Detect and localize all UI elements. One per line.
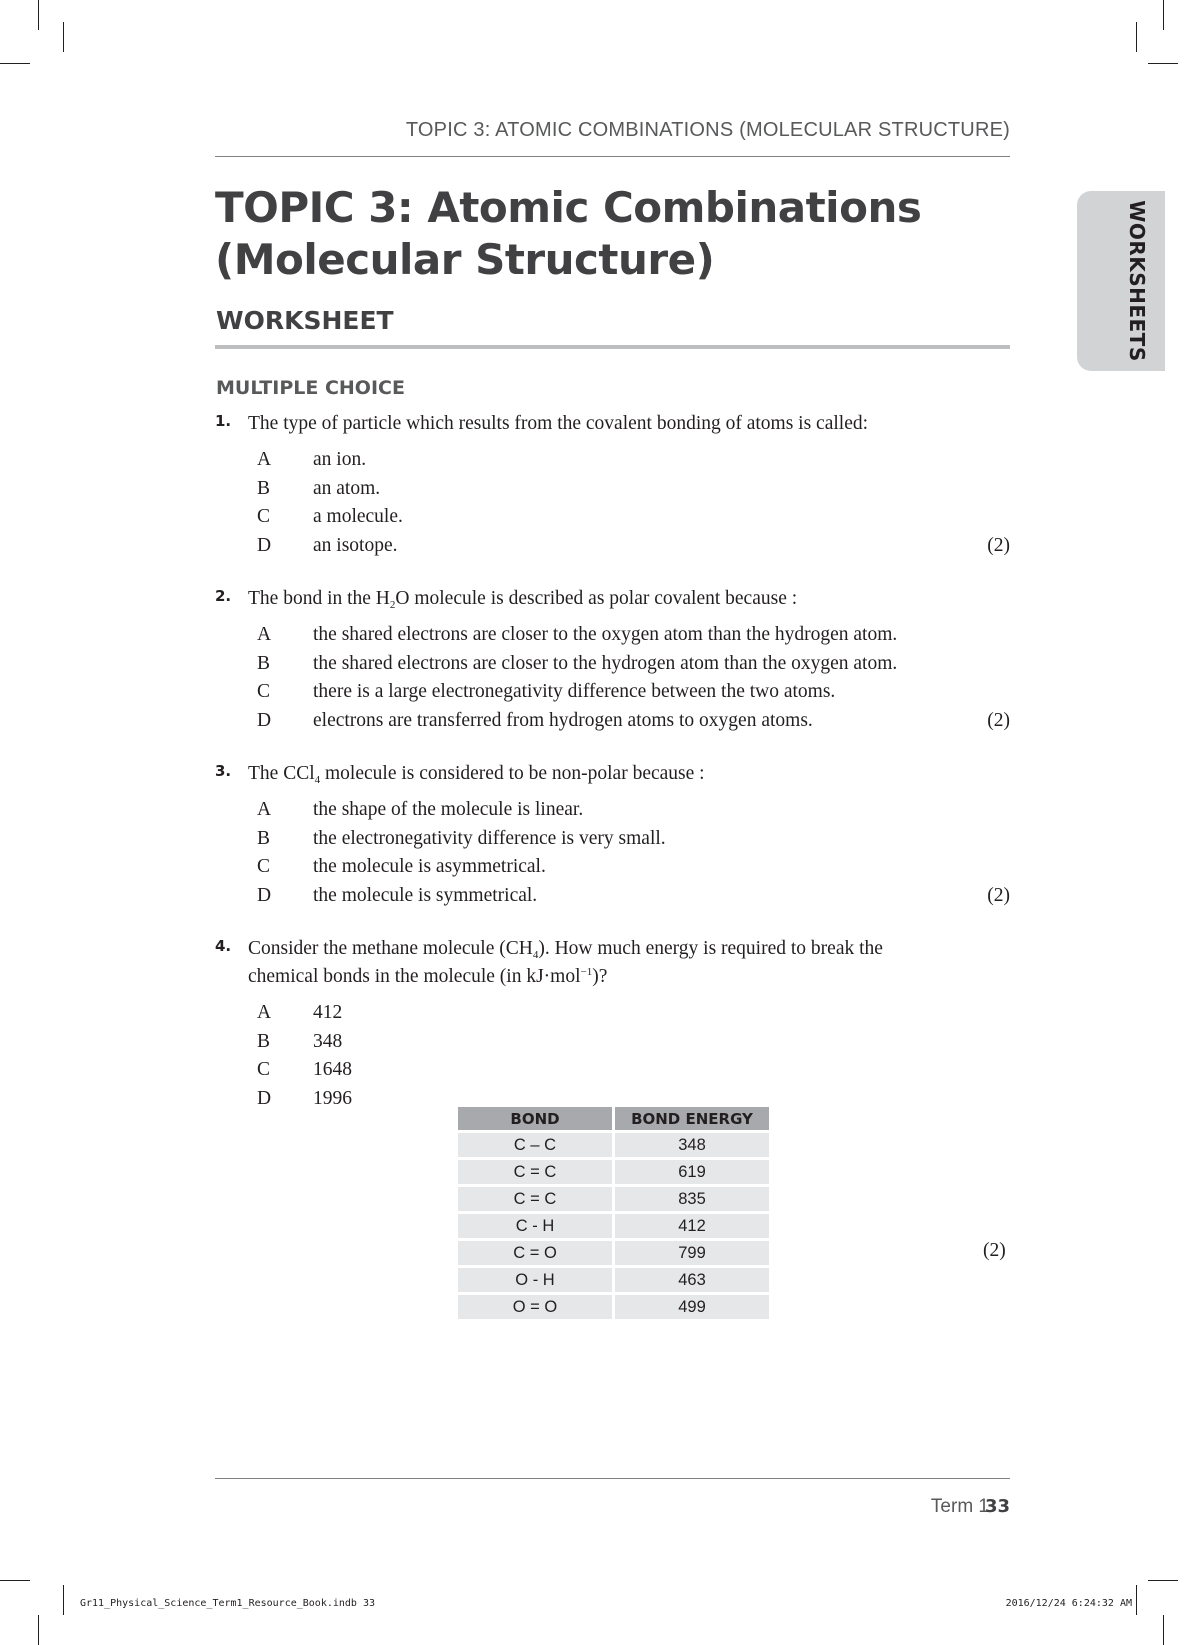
option-a (215, 621, 1010, 650)
energy-cell: 463 (615, 1268, 769, 1292)
option-letter: A (257, 799, 272, 820)
question-text: The type of particle which results from the covalent bonding of atoms is called: (248, 413, 869, 434)
option-list (215, 621, 1010, 736)
page-number: 33 (984, 1496, 1010, 1517)
question-text-part: ). How much energy is required to break the (538, 938, 883, 959)
question-marks: (2) (987, 710, 1010, 732)
slug-filename: Gr11_Physical_Science_Term1_Resource_Book.indb 33 (80, 1598, 376, 1609)
option-b (215, 1028, 1010, 1057)
option-b (215, 650, 1010, 679)
table-row (458, 1133, 769, 1157)
question-text-part: Consider the methane molecule (CH (248, 938, 533, 959)
bond-cell: C - H (458, 1214, 612, 1238)
energy-cell: 835 (615, 1187, 769, 1211)
option-letter: B (257, 652, 271, 674)
table-row (458, 1187, 769, 1211)
subscript: 2 (389, 599, 396, 611)
option-d (215, 707, 1010, 736)
question-3 (215, 760, 1010, 911)
option-b (215, 825, 1010, 854)
option-letter: A (257, 624, 272, 645)
question-2 (215, 585, 1010, 736)
energy-cell: 412 (615, 1214, 769, 1238)
option-text: 348 (313, 1030, 343, 1052)
column-header: BOND ENERGY (615, 1107, 769, 1130)
subscript: 4 (532, 949, 539, 961)
crop-mark (63, 1585, 64, 1615)
footer-term: Term 1 (930, 1496, 989, 1517)
crop-mark (1148, 1580, 1178, 1581)
table-row (458, 1241, 769, 1265)
table-row (458, 1214, 769, 1238)
crop-mark (1163, 1615, 1164, 1645)
option-letter: B (257, 827, 271, 849)
page-title (215, 182, 1015, 286)
option-list (215, 999, 1010, 1114)
column-header: BOND (458, 1107, 612, 1130)
bond-cell: C = C (458, 1187, 612, 1211)
option-text: electrons are transferred from hydrogen atoms to oxygen atoms. (313, 710, 813, 732)
crop-mark (38, 0, 39, 30)
question-text (248, 760, 1010, 788)
option-c (215, 1056, 1010, 1085)
option-c (215, 853, 1010, 882)
question-text-part: The bond in the H (248, 588, 390, 609)
option-text: 412 (313, 1002, 343, 1023)
option-text: the molecule is asymmetrical. (313, 856, 546, 878)
table-row (458, 1160, 769, 1184)
question-text-part: chemical bonds in the molecule (in kJ·mol (248, 966, 581, 987)
option-text: an atom. (313, 477, 381, 499)
energy-cell: 499 (615, 1295, 769, 1319)
energy-cell: 619 (615, 1160, 769, 1184)
option-letter: B (257, 1030, 271, 1052)
energy-cell: 348 (615, 1133, 769, 1157)
option-letter: C (257, 506, 271, 528)
header-rule (215, 156, 1010, 157)
option-a (215, 999, 1010, 1028)
bond-cell: O = O (458, 1295, 612, 1319)
crop-mark (38, 1615, 39, 1645)
crop-mark (1148, 63, 1178, 64)
option-d (215, 532, 1010, 561)
question-text-part: )? (592, 966, 608, 987)
question-text (248, 935, 1010, 991)
option-text: the molecule is symmetrical. (313, 885, 538, 907)
option-b (215, 475, 1010, 504)
table-row (458, 1268, 769, 1292)
option-text: the shape of the molecule is linear. (313, 799, 584, 820)
worksheets-tab (1077, 191, 1165, 371)
running-head: TOPIC 3: ATOMIC COMBINATIONS (MOLECULAR STRUCTURE) (405, 119, 1010, 141)
crop-mark (0, 63, 30, 64)
crop-mark (1136, 22, 1137, 52)
option-text: an isotope. (313, 535, 398, 557)
option-text: the shared electrons are closer to the oxygen atom than the hydrogen atom. (313, 624, 898, 645)
question-marks: (2) (987, 885, 1010, 907)
question-text-part: The CCl (248, 763, 315, 784)
question-text (248, 585, 1010, 613)
option-letter: D (257, 710, 272, 732)
page-title-line2: (Molecular Structure) (215, 235, 715, 284)
option-letter: C (257, 681, 271, 703)
option-letter: C (257, 1059, 271, 1081)
option-letter: D (257, 535, 272, 557)
crop-mark (0, 1580, 30, 1581)
option-text: an ion. (313, 449, 367, 470)
option-text: 1648 (313, 1059, 352, 1081)
bond-cell: O - H (458, 1268, 612, 1292)
superscript: −1 (580, 966, 593, 978)
question-number: 1. (215, 412, 232, 430)
bond-energy-table (455, 1104, 772, 1322)
worksheet-heading: WORKSHEET (216, 306, 394, 335)
option-letter: A (257, 449, 272, 470)
option-text: there is a large electronegativity difference between the two atoms. (313, 681, 836, 703)
page-title-line1: TOPIC 3: Atomic Combinations (215, 183, 922, 232)
slug-timestamp: 2016/12/24 6:24:32 AM (1005, 1598, 1132, 1609)
crop-mark (1163, 0, 1164, 30)
question-1 (215, 410, 1010, 561)
crop-mark (1136, 1585, 1137, 1615)
footer-rule (215, 1478, 1010, 1479)
energy-cell: 799 (615, 1241, 769, 1265)
option-letter: D (257, 885, 272, 907)
option-list (215, 446, 1010, 561)
question-number: 4. (215, 937, 232, 955)
option-letter: C (257, 856, 271, 878)
option-text: a molecule. (313, 506, 403, 528)
option-letter: A (257, 1002, 272, 1023)
question-marks: (2) (987, 535, 1010, 557)
option-letter: B (257, 477, 271, 499)
option-text: the electronegativity difference is very small. (313, 827, 666, 849)
question-text-part: O molecule is described as polar covalent because : (395, 588, 798, 609)
section-heading: MULTIPLE CHOICE (216, 377, 405, 399)
option-c (215, 503, 1010, 532)
bond-cell: C = O (458, 1241, 612, 1265)
question-4-marks: (2) (983, 1240, 1006, 1261)
option-letter: D (257, 1088, 272, 1110)
question-number: 2. (215, 587, 232, 605)
option-a (215, 446, 1010, 475)
question-number: 3. (215, 762, 232, 780)
crop-mark (63, 22, 64, 52)
table-row (458, 1295, 769, 1319)
option-d (215, 882, 1010, 911)
option-text: the shared electrons are closer to the hydrogen atom than the oxygen atom. (313, 652, 898, 674)
option-a (215, 796, 1010, 825)
worksheets-tab-label: WORKSHEETS (1125, 200, 1149, 362)
option-list (215, 796, 1010, 911)
worksheet-rule (215, 345, 1010, 349)
bond-cell: C – C (458, 1133, 612, 1157)
question-text-part: molecule is considered to be non-polar because : (320, 763, 705, 784)
question-4 (215, 935, 1010, 1114)
option-c (215, 678, 1010, 707)
bond-cell: C = C (458, 1160, 612, 1184)
subscript: 4 (314, 774, 321, 786)
table-header-row (458, 1107, 769, 1130)
option-text: 1996 (313, 1088, 352, 1110)
